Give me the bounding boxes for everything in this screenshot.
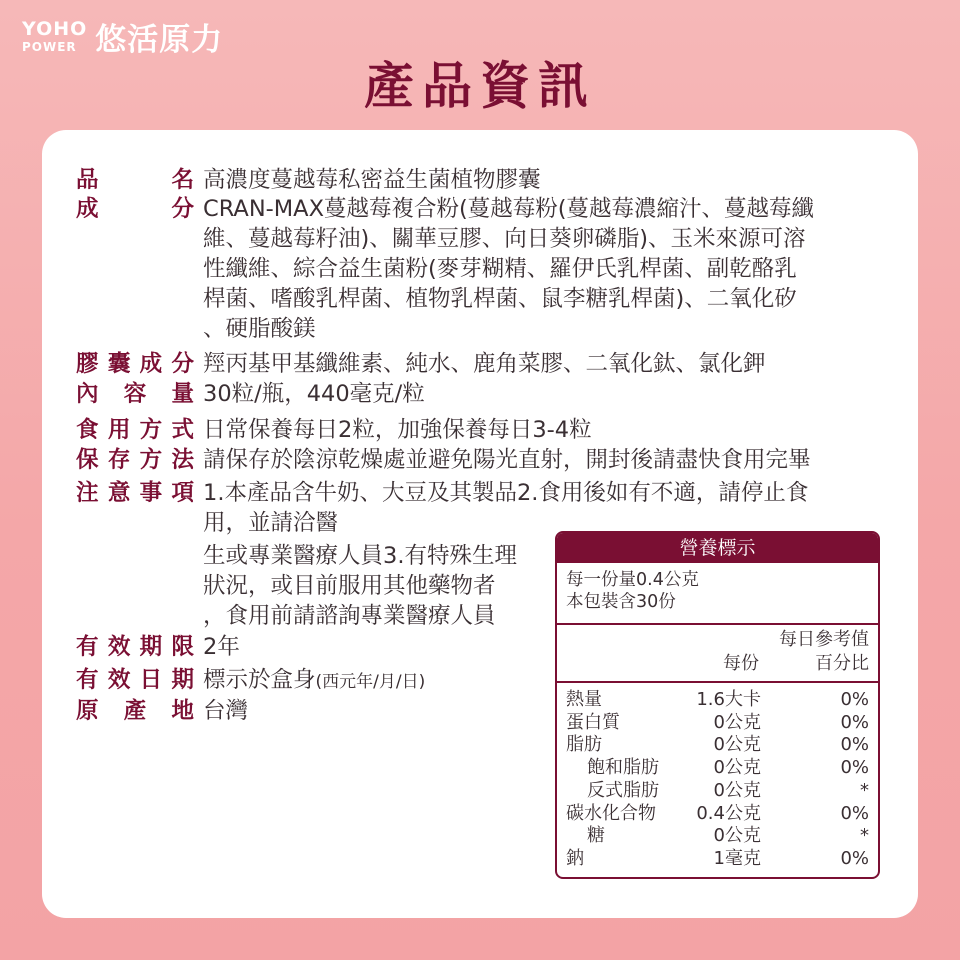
info-label: 成 分 [76, 196, 194, 222]
info-label: 原 產 地 [76, 698, 194, 724]
nutrition-header: 營養標示 [557, 533, 878, 563]
nutrient-amount: 0公克 [713, 734, 761, 756]
nutrient-amount: 1.6大卡 [696, 689, 761, 710]
nutrient-name: 反式脂肪 [587, 779, 659, 801]
info-value-line: 台灣 [203, 698, 249, 724]
nutrient-name: 鈉 [566, 847, 584, 869]
nutrient-percent: 0% [840, 757, 869, 779]
logo-en-line2: POWER [22, 40, 77, 54]
nutrition-row [557, 825, 878, 848]
ref-label-2: 百分比 [815, 653, 869, 674]
info-value-line: ，食用前請諮詢專業醫療人員 [203, 603, 496, 629]
info-value-line: 用，並請洽醫 [203, 510, 339, 536]
info-label: 內 容 量 [76, 381, 194, 407]
nutrient-percent: 0% [840, 689, 869, 710]
nutrient-amount: 0公克 [713, 711, 761, 733]
info-value-line: 2年 [203, 634, 240, 660]
nutrition-row [557, 803, 878, 826]
nutrient-amount: 0公克 [713, 779, 761, 801]
info-value-line: CRAN-MAX蔓越莓複合粉(蔓越莓粉(蔓越莓濃縮汁、蔓越莓纖 [203, 196, 815, 222]
nutrient-name: 脂肪 [566, 734, 602, 756]
nutrition-row [557, 712, 878, 735]
info-value-line: 生或專業醫療人員3.有特殊生理 [203, 543, 517, 569]
info-value-line: 、硬脂酸鎂 [203, 316, 316, 342]
nutrient-percent: * [860, 825, 869, 847]
nutrition-serving-info [566, 569, 699, 613]
nutrition-ref-column-header [779, 628, 869, 676]
info-value-line: 日常保養每日2粒，加強保養每日3-4粒 [203, 417, 592, 443]
info-value-line: 性纖維、綜合益生菌粉(麥芽糊精、羅伊氏乳桿菌、副乾酪乳 [203, 256, 797, 282]
nutrient-percent: 0% [840, 802, 869, 824]
info-label: 膠 囊 成 分 [76, 351, 194, 377]
nutrient-name: 蛋白質 [566, 711, 620, 733]
info-label: 有 效 日 期 [76, 667, 194, 693]
info-value-line: 請保存於陰涼乾燥處並避免陽光直射，開封後請盡快食用完畢 [203, 447, 811, 473]
nutrient-name: 糖 [587, 825, 605, 847]
info-label: 保 存 方 法 [76, 447, 194, 473]
info-label: 注 意 事 項 [76, 480, 194, 506]
info-value-line: 羥丙基甲基纖維素、純水、鹿角菜膠、二氧化鈦、氯化鉀 [203, 351, 766, 377]
nutrition-divider [557, 623, 878, 625]
nutrient-name: 飽和脂肪 [587, 757, 659, 779]
nutrition-row [557, 734, 878, 757]
info-value-line: 高濃度蔓越莓私密益生菌植物膠囊 [203, 167, 541, 193]
nutrition-row [557, 848, 878, 871]
info-value-line: 桿菌、嗜酸乳桿菌、植物乳桿菌、鼠李糖乳桿菌)、二氧化矽 [203, 286, 797, 312]
nutrition-row [557, 689, 878, 712]
info-value-line: 狀況，或目前服用其他藥物者 [203, 573, 496, 599]
nutrient-percent: 0% [840, 734, 869, 756]
nutrition-row [557, 780, 878, 803]
per-serving-column-header: 每份 [723, 653, 759, 674]
nutrient-amount: 0.4公克 [696, 802, 761, 824]
nutrient-amount: 0公克 [713, 825, 761, 847]
nutrition-divider [557, 681, 878, 683]
nutrient-name: 碳水化合物 [566, 802, 656, 824]
nutrient-amount: 0公克 [713, 757, 761, 779]
nutrition-facts-panel [555, 531, 880, 879]
page-title: 產品資訊 [364, 57, 596, 115]
nutrient-percent: 0% [840, 711, 869, 733]
nutrient-amount: 1毫克 [713, 847, 761, 869]
nutrient-percent: 0% [840, 847, 869, 869]
ref-label-1: 每日參考值 [779, 629, 869, 650]
nutrient-name: 熱量 [566, 689, 602, 710]
info-label: 有 效 期 限 [76, 634, 194, 660]
info-value-line: 30粒/瓶，440毫克/粒 [203, 381, 425, 407]
servings-per-package: 本包裝含30份 [566, 592, 676, 612]
logo-zh: 悠活原力 [95, 22, 224, 58]
info-label: 品 名 [76, 167, 194, 193]
nutrition-row [557, 757, 878, 780]
info-value-line: 維、蔓越莓籽油)、關華豆膠、向日葵卵磷脂)、玉米來源可溶 [203, 226, 806, 252]
nutrient-percent: * [860, 779, 869, 801]
serving-size: 每一份量0.4公克 [566, 570, 699, 590]
info-value-line: 標示於盒身(西元年/月/日) [203, 667, 426, 693]
logo-en-line1: YOHO [22, 18, 88, 40]
info-value-line: 1.本產品含牛奶、大豆及其製品2.食用後如有不適，請停止食 [203, 480, 809, 506]
info-note: (西元年/月/日) [315, 672, 426, 692]
info-label: 食 用 方 式 [76, 417, 194, 443]
